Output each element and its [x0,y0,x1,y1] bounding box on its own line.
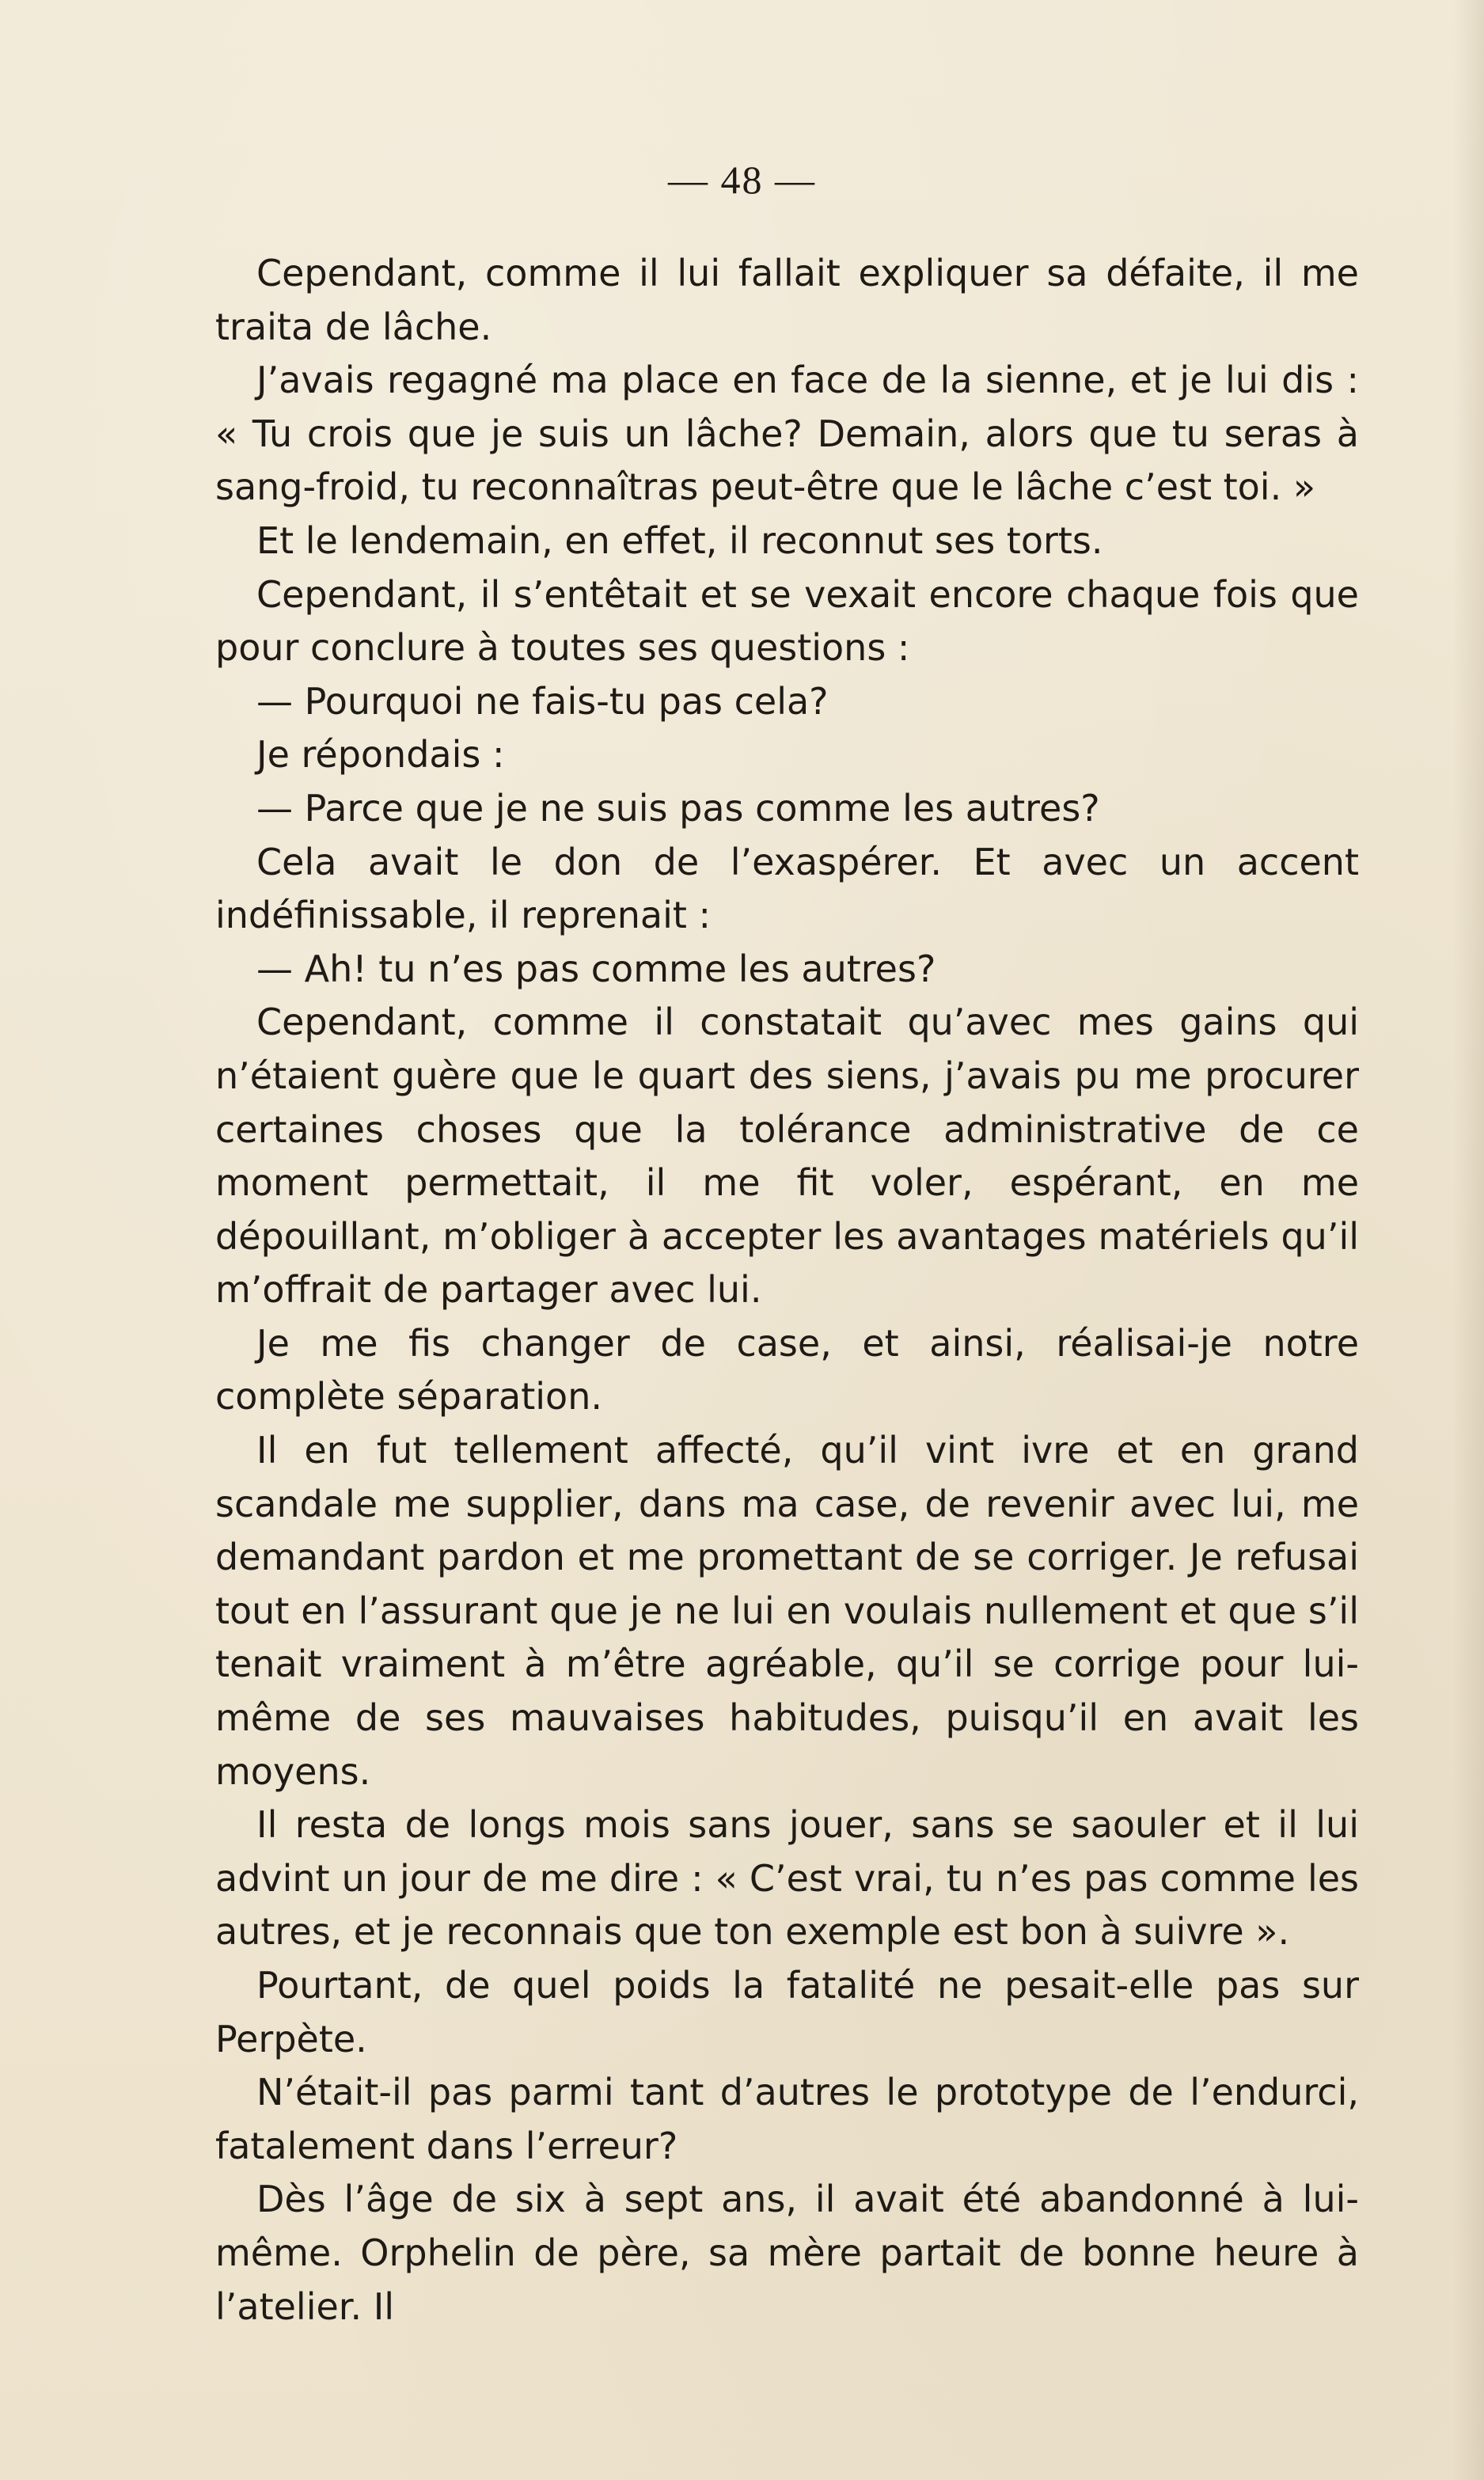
paragraph-9: Il en fut tellement affecté, qu’il vint ivre et en grand scandale me supplier, dans ma case, de revenir avec lui, me demandant pardon et me promettant de se corriger. Je refusai tout en l’assurant que je ne lui en voulais nullement et que s’il tenait vraiment à m’être agréable, qu’il se corrige pour lui-même de ses mauvaises habitudes, puisqu’il en avait les moyens. [215,1429,1359,1793]
paragraph-4: Cependant, il s’entêtait et se vexait encore chaque fois que pour conclure à toutes ses questions : [215,572,1359,670]
body-text [215,247,1359,2334]
paragraph-13: Dès l’âge de six à sept ans, il avait été abandonné à lui-même. Orphelin de père, sa mère partait de bonne heure à l’atelier. Il [215,2178,1359,2328]
page-number: — 48 — [668,158,816,202]
dialogue-line-2: — Parce que je ne suis pas comme les autres? [256,786,1100,830]
paragraph-6: Cela avait le don de l’exaspérer. Et avec un accent indéfinissable, il reprenait : [215,840,1359,937]
paragraph-2: J’avais regagné ma place en face de la sienne, et je lui dis : « Tu crois que je suis un lâche? Demain, alors que tu seras à sang-froid, tu reconnaîtras peut-être que le lâche c’est toi. » [215,359,1359,509]
dialogue-line-3: — Ah! tu n’es pas comme les autres? [256,947,936,990]
page-edge-shadow [1452,0,1484,2480]
paragraph-7: Cependant, comme il constatait qu’avec mes gains qui n’étaient guère que le quart des siens, j’avais pu me procurer certaines choses que la tolérance administrative de ce moment permettait, il me fit voler, espérant, en me dépouillant, m’obliger à accepter les avantages matériels qu’il m’offrait de partager avec lui. [215,1001,1359,1312]
paragraph-3: Et le lendemain, en effet, il reconnut ses torts. [256,518,1103,562]
paragraph-11: Pourtant, de quel poids la fatalité ne pesait-elle pas sur Perpète. [215,1964,1359,2060]
paragraph-10: Il resta de longs mois sans jouer, sans se saouler et il lui advint un jour de me dire : « C’est vrai, tu n’es pas comme les autres, et je reconnais que ton exemple est bon à suivre ». [215,1803,1359,1954]
paragraph-5: Je répondais : [256,733,505,777]
paragraph-1: Cependant, comme il lui fallait expliquer sa défaite, il me traita de lâche. [215,252,1359,348]
paragraph-12: N’était-il pas parmi tant d’autres le prototype de l’endurci, fatalement dans l’erreur? [215,2071,1359,2167]
dialogue-line-1: — Pourquoi ne fais-tu pas cela? [256,679,829,723]
paragraph-8: Je me fis changer de case, et ainsi, réalisai-je notre complète séparation. [215,1321,1359,1418]
